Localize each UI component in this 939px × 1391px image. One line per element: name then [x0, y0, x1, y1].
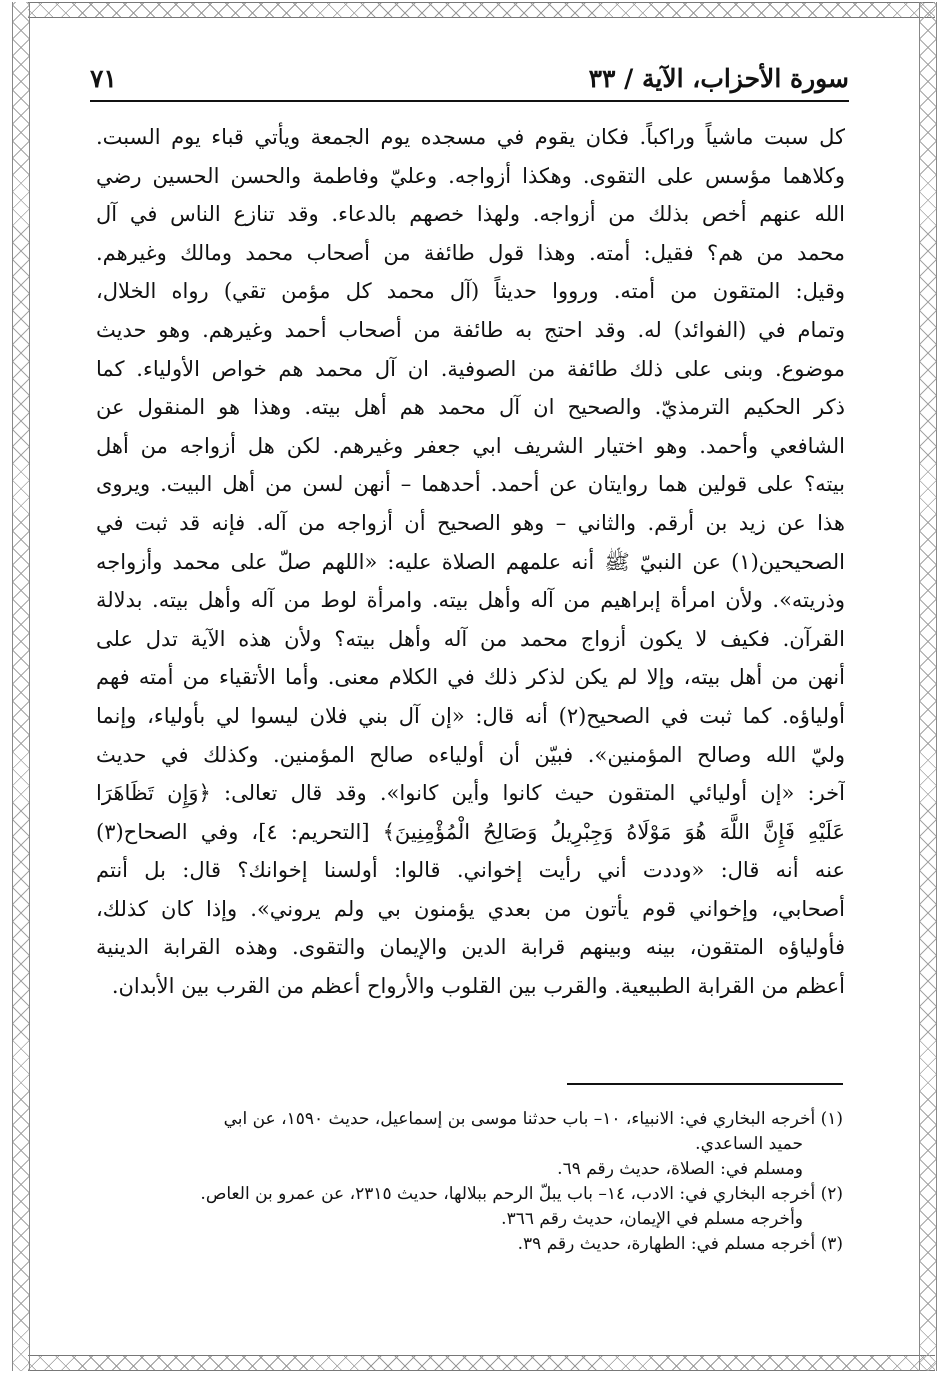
ornamental-border-right [919, 2, 937, 1371]
text-line: أصحابي، وإخواني قوم يأتون من بعدي يؤمنون بي ولم يروني». وإذا كان كذلك، [96, 896, 845, 921]
ornamental-border-bottom [28, 1355, 935, 1371]
footnote-1-continued: حميد الساعدي. [695, 1134, 803, 1154]
text-line: القرآن. فكيف لا يكون أزواج محمد من آله وأهل بيته؟ ولأن هذه الآية تدل على [96, 626, 845, 651]
text-line: الشافعي وأحمد. وهو اختيار الشريف ابي جعفر وغيرهم. لكن هل أزواجه من أهل [96, 433, 845, 458]
text-line: وكلاهما مؤسس على التقوى. وهكذا أزواجه. وعليّ وفاطمة والحسن الحسين رضي [96, 163, 845, 188]
footnote-rule [567, 1083, 843, 1085]
header-rule [90, 100, 849, 102]
text-line: أولياؤه. كما ثبت في الصحيح(٢) أنه قال: «إن آل بني فلان ليسوا لي بأولياء، وإنما [96, 703, 845, 728]
running-header [90, 60, 849, 96]
ornamental-border-left [12, 2, 30, 1371]
text-line: محمد من هم؟ فقيل: أمته. وهذا قول طائفة من أصحاب محمد ومالك وغيرهم. [96, 240, 845, 265]
main-text [96, 118, 845, 1006]
text-line: موضوع. وبنى على ذلك طائفة من الصوفية. ان آل محمد هم خواص الأولياء. كما [96, 356, 845, 381]
text-line: كل سبت ماشياً وراكباً. فكان يقوم في مسجده يوم الجمعة ويأتي قباء يوم السبت. [96, 125, 845, 149]
text-line: وتمام في (الفوائد) له. وقد احتج به طائفة من أصحاب أحمد وغيرهم. وهو حديث [96, 317, 845, 342]
text-line: فأولياؤه المتقون، بينه وبينهم قرابة الدين والإيمان والتقوى. وهذه القرابة الدينية [96, 935, 845, 960]
text-line: الله عنهم أخص بذلك من أزواجه. ولهذا خصهم بالدعاء. وقد تنازع الناس في آل [96, 202, 845, 227]
footnote-2-continued: وأخرجه مسلم في الإيمان، حديث رقم ٣٦٦. [501, 1209, 803, 1229]
text-line: وليّ الله وصالح المؤمنين». فبيّن أن أولياءه صالح المؤمنين. وكذلك في حديث [96, 742, 845, 767]
text-line: عنه أنه قال: «وددت أني رأيت إخواني. قالوا: أولسنا إخوانك؟ قال: بل أنتم [96, 858, 845, 883]
text-line: آخر: «إن أوليائي المتقون حيث كانوا وأين كانوا». وقد قال تعالى: ﴿وَإِن تَظَاهَرَا [96, 781, 845, 806]
text-line: بيته؟ على قولين هما روايتان عن أحمد. أحدهما – أنهن لسن من أهل البيت. ويروى [96, 472, 845, 497]
text-line: الصحيحين(١) عن النبيّ ﷺ أنه علمهم الصلاة عليه: «اللهم صلّ على محمد وأزواجه [96, 549, 845, 574]
footnote-1-continued: ومسلم في: الصلاة، حديث رقم ٦٩. [557, 1159, 803, 1179]
footnote-2: (٢) أخرجه البخاري في: الادب، ١٤– باب يبلّ الرحم ببلالها، حديث ٢٣١٥، عن عمرو بن العاص. [200, 1184, 843, 1204]
footnote-1: (١) أخرجه البخاري في: الانبياء، ١٠– باب حدثنا موسى بن إسماعيل، حديث ١٥٩٠، عن ابي [223, 1109, 843, 1129]
ornamental-border-top [28, 2, 935, 18]
text-line: أنهن من أهل بيته، وإلا لم يكن لذكر ذلك في الكلام معنى. وأما الأتقياء من أمته فهم [96, 665, 845, 690]
text-line: عَلَيْهِ فَإِنَّ اللَّهَ هُوَ مَوْلَاهُ وَجِبْرِيلُ وَصَالِحُ الْمُؤْمِنِينَ﴾ [التحريم: ٤]، وفي الصحاح(٣) [96, 819, 845, 844]
text-line: وقيل: المتقون من أمته. ورووا حديثاً (آل محمد كل مؤمن تقي) رواه الخلال، [96, 279, 845, 304]
text-line: أعظم من القرابة الطبيعية. والقرب بين القلوب والأرواح أعظم من القرب بين الأبدان. [111, 974, 845, 999]
footnotes [90, 1107, 843, 1257]
page-number: ٧١ [90, 63, 117, 93]
text-line: هذا عن زيد بن أرقم. والثاني – وهو الصحيح أن أزواجه من آله. فإنه قد ثبت في [96, 510, 845, 535]
running-title: سورة الأحزاب، الآية / ٣٣ [588, 63, 849, 93]
text-line: ذكر الحكيم الترمذيّ. والصحيح ان آل محمد هم أهل بيته. وهذا هو المنقول عن [96, 395, 845, 420]
footnote-3: (٣) أخرجه مسلم في: الطهارة، حديث رقم ٣٩. [517, 1234, 843, 1254]
text-line: وذريته». ولأن امرأة إبراهيم من آله وأهل بيته. وامرأة لوط من آله وأهل بيته. بدلالة [96, 588, 845, 613]
